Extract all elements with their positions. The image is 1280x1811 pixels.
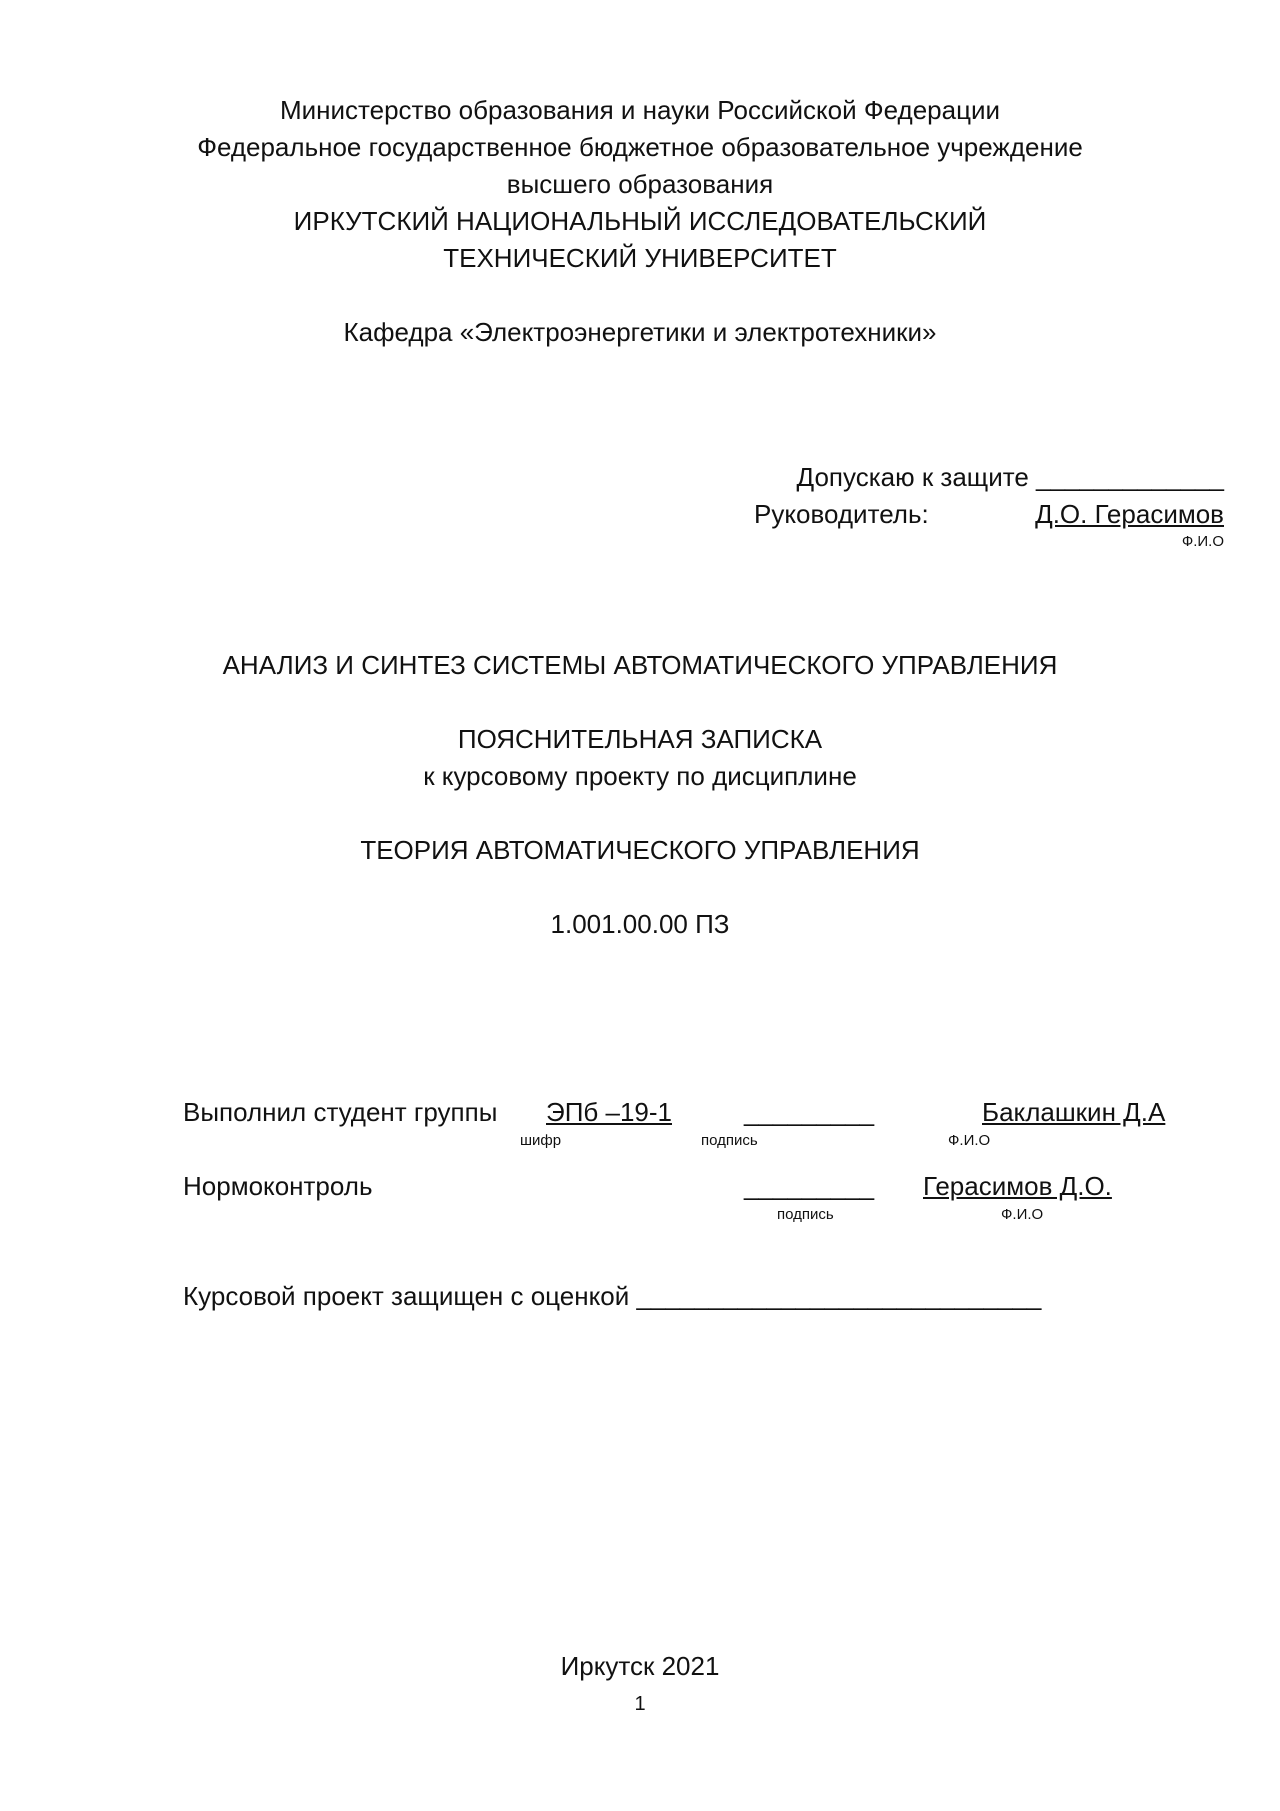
supervisor-row — [744, 496, 1224, 533]
note-line-2: к курсовому проекту по дисциплине — [423, 761, 857, 791]
department-name: Кафедра «Электроэнергетики и электротехники» — [343, 317, 937, 347]
cipher-label: шифр — [520, 1132, 562, 1149]
normcontrol-fio-label: Ф.И.О — [1001, 1206, 1044, 1223]
institution-header — [0, 92, 1280, 277]
approval-block — [744, 459, 1224, 551]
defense-grade-line: Курсовой проект защищен с оценкой ____________________________ — [183, 1281, 1042, 1311]
city-year — [0, 1648, 1280, 1685]
student-group: ЭПб –19-1 — [546, 1097, 672, 1127]
student-label: Выполнил студент группы — [183, 1097, 498, 1127]
admit-to-defense: Допускаю к защите _____________ — [796, 462, 1224, 492]
supervisor-name: Д.О. Герасимов — [1035, 499, 1224, 529]
normcontrol-signature-label: подпись — [777, 1206, 834, 1223]
work-title-text: АНАЛИЗ И СИНТЕЗ СИСТЕМЫ АВТОМАТИЧЕСКОГО УПРАВЛЕНИЯ — [222, 650, 1058, 680]
note-line-1: ПОЯСНИТЕЛЬНАЯ ЗАПИСКА — [457, 724, 823, 754]
education-level-line: высшего образования — [506, 169, 774, 199]
supervisor-label: Руководитель: — [754, 499, 929, 529]
student-fio-label: Ф.И.О — [948, 1132, 991, 1149]
institution-type-line: Федеральное государственное бюджетное образовательное учреждение — [197, 132, 1083, 162]
page-number: 1 — [634, 1693, 646, 1715]
student-signature-blank: _________ — [744, 1097, 875, 1127]
normcontrol-name: Герасимов Д.О. — [923, 1171, 1112, 1201]
university-name-line-2: ТЕХНИЧЕСКИЙ УНИВЕРСИТЕТ — [443, 243, 837, 273]
work-title — [0, 647, 1280, 684]
document-code-text: 1.001.00.00 ПЗ — [550, 909, 730, 939]
department-line — [0, 314, 1280, 351]
student-name: Баклашкин Д.А — [982, 1097, 1166, 1127]
discipline-name — [0, 832, 1280, 869]
document-code — [0, 906, 1280, 943]
explanatory-note-heading — [0, 721, 1280, 795]
discipline-text: ТЕОРИЯ АВТОМАТИЧЕСКОГО УПРАВЛЕНИЯ — [360, 835, 920, 865]
city-year-text: Иркутск 2021 — [560, 1651, 720, 1681]
university-name-line-1: ИРКУТСКИЙ НАЦИОНАЛЬНЫЙ ИССЛЕДОВАТЕЛЬСКИЙ — [293, 206, 987, 236]
normcontrol-signature-blank: _________ — [744, 1171, 875, 1201]
supervisor-fio-label: Ф.И.О — [1181, 533, 1224, 550]
ministry-line: Министерство образования и науки Российской Федерации — [279, 95, 1001, 125]
normcontrol-label: Нормоконтроль — [183, 1171, 373, 1201]
student-signature-label: подпись — [701, 1132, 758, 1149]
